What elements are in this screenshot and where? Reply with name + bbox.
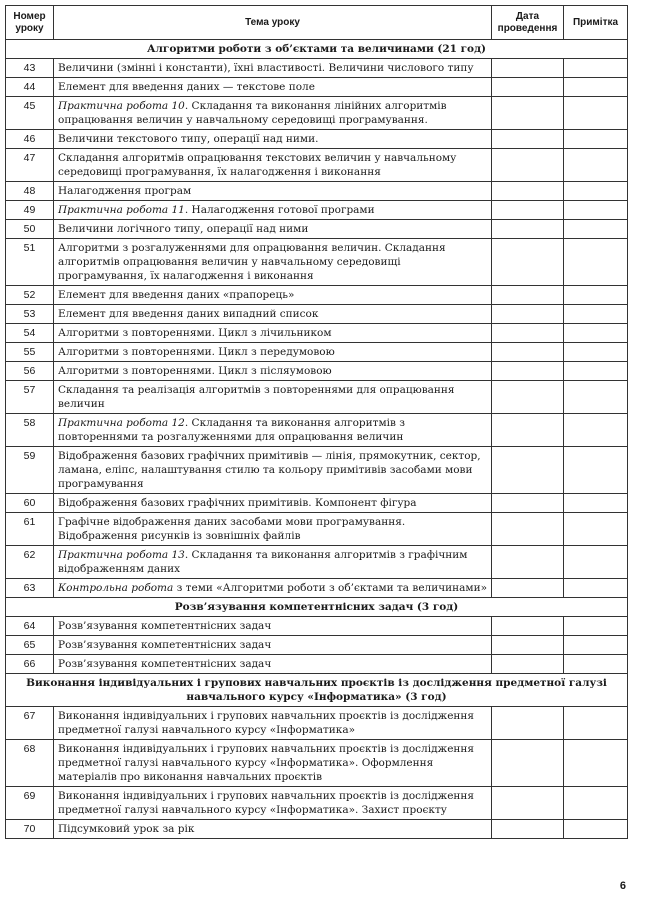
note-cell xyxy=(564,447,628,494)
header-lesson-topic: Тема уроку xyxy=(54,6,492,40)
date-cell xyxy=(492,636,564,655)
lesson-topic-text: Налагодження програм xyxy=(58,185,192,197)
lesson-topic-text: . Складання та виконання алгоритмів з графічним відображенням даних xyxy=(58,549,468,575)
lesson-topic-text: Складання та реалізація алгоритмів з повтореннями для опрацювання величин xyxy=(58,384,455,410)
lesson-number: 48 xyxy=(6,182,54,201)
note-cell xyxy=(564,324,628,343)
table-row xyxy=(6,220,628,239)
note-cell xyxy=(564,362,628,381)
lesson-topic-text: Величини логічного типу, операції над ними xyxy=(58,223,309,235)
date-cell xyxy=(492,655,564,674)
note-cell xyxy=(564,78,628,97)
date-cell xyxy=(492,305,564,324)
lesson-topic-text: Виконання індивідуальних і групових навчальних проєктів із дослідження предметної галузі навчального курсу «Інформатика» xyxy=(58,710,475,736)
table-row xyxy=(6,617,628,636)
date-cell xyxy=(492,182,564,201)
lesson-number: 54 xyxy=(6,324,54,343)
section-title: Розв’язування компетентнісних задач (3 год) xyxy=(6,598,628,617)
date-cell xyxy=(492,97,564,130)
date-cell xyxy=(492,381,564,414)
date-cell xyxy=(492,820,564,839)
note-cell xyxy=(564,707,628,740)
table-body xyxy=(6,40,628,839)
lesson-number: 55 xyxy=(6,343,54,362)
date-cell xyxy=(492,494,564,513)
note-cell xyxy=(564,513,628,546)
date-cell xyxy=(492,546,564,579)
table-row xyxy=(6,78,628,97)
lesson-number: 49 xyxy=(6,201,54,220)
table-row xyxy=(6,820,628,839)
lesson-topic-text: Виконання індивідуальних і групових навчальних проєктів із дослідження предметної галузі навчального курсу «Інформатика». Оформлення матеріалів про виконання навчальних проєктів xyxy=(58,743,475,783)
date-cell xyxy=(492,59,564,78)
table-row xyxy=(6,740,628,787)
table-row xyxy=(6,546,628,579)
note-cell xyxy=(564,820,628,839)
date-cell xyxy=(492,617,564,636)
lesson-number: 68 xyxy=(6,740,54,787)
lesson-topic-text: Виконання індивідуальних і групових навчальних проєктів із дослідження предметної галузі навчального курсу «Інформатика». Захист проєкту xyxy=(58,790,475,816)
lesson-topic xyxy=(54,239,492,286)
lesson-number: 69 xyxy=(6,787,54,820)
lesson-topic xyxy=(54,546,492,579)
lesson-number: 62 xyxy=(6,546,54,579)
lesson-topic xyxy=(54,579,492,598)
note-cell xyxy=(564,239,628,286)
note-cell xyxy=(564,414,628,447)
lesson-number: 64 xyxy=(6,617,54,636)
lesson-topic xyxy=(54,201,492,220)
lesson-topic-text: Величини (змінні і константи), їхні властивості. Величини числового типу xyxy=(58,62,474,74)
section-title: Виконання індивідуальних і групових навчальних проєктів із дослідження предметної галузі навчального курсу «Інформатика» (3 год) xyxy=(6,674,628,707)
lesson-topic-text: Елемент для введення даних — текстове поле xyxy=(58,81,315,93)
lesson-topic xyxy=(54,220,492,239)
note-cell xyxy=(564,97,628,130)
lesson-number: 57 xyxy=(6,381,54,414)
lesson-topic xyxy=(54,149,492,182)
lesson-number: 70 xyxy=(6,820,54,839)
table-row xyxy=(6,787,628,820)
note-cell xyxy=(564,546,628,579)
work-type-label: Практична робота 11 xyxy=(58,204,185,216)
header-date: Дата проведення xyxy=(492,6,564,40)
lesson-number: 56 xyxy=(6,362,54,381)
work-type-label: Практична робота 10 xyxy=(58,100,185,112)
lesson-topic xyxy=(54,820,492,839)
table-row xyxy=(6,130,628,149)
lesson-topic xyxy=(54,97,492,130)
lesson-topic xyxy=(54,130,492,149)
table-row xyxy=(6,149,628,182)
header-lesson-number: Номер уроку xyxy=(6,6,54,40)
lesson-number: 45 xyxy=(6,97,54,130)
table-row xyxy=(6,305,628,324)
table-row xyxy=(6,286,628,305)
table-row xyxy=(6,513,628,546)
note-cell xyxy=(564,579,628,598)
date-cell xyxy=(492,447,564,494)
lesson-topic xyxy=(54,182,492,201)
note-cell xyxy=(564,286,628,305)
note-cell xyxy=(564,201,628,220)
date-cell xyxy=(492,286,564,305)
lesson-topic-text: Розв’язування компетентнісних задач xyxy=(58,658,272,670)
note-cell xyxy=(564,149,628,182)
lesson-number: 46 xyxy=(6,130,54,149)
section-row xyxy=(6,598,628,617)
date-cell xyxy=(492,362,564,381)
lesson-topic-text: з теми «Алгоритми роботи з об’єктами та величинами» xyxy=(173,582,487,594)
lesson-number: 50 xyxy=(6,220,54,239)
date-cell xyxy=(492,579,564,598)
lesson-number: 60 xyxy=(6,494,54,513)
date-cell xyxy=(492,414,564,447)
lesson-topic-text: Розв’язування компетентнісних задач xyxy=(58,620,272,632)
table-row xyxy=(6,182,628,201)
date-cell xyxy=(492,201,564,220)
date-cell xyxy=(492,220,564,239)
lesson-topic-text: Графічне відображення даних засобами мови програмування. Відображення рисунків із зовнішніх файлів xyxy=(58,516,406,542)
lesson-number: 53 xyxy=(6,305,54,324)
lesson-number: 66 xyxy=(6,655,54,674)
lesson-number: 63 xyxy=(6,579,54,598)
work-type-label: Практична робота 12 xyxy=(58,417,185,429)
lesson-number: 51 xyxy=(6,239,54,286)
page-number: 6 xyxy=(619,880,626,892)
lesson-topic xyxy=(54,324,492,343)
table-header-row xyxy=(6,6,628,40)
note-cell xyxy=(564,305,628,324)
lesson-topic xyxy=(54,343,492,362)
work-type-label: Практична робота 13 xyxy=(58,549,185,561)
note-cell xyxy=(564,130,628,149)
table-row xyxy=(6,494,628,513)
date-cell xyxy=(492,130,564,149)
lesson-plan-table xyxy=(5,5,628,839)
lesson-number: 61 xyxy=(6,513,54,546)
table-row xyxy=(6,414,628,447)
section-row xyxy=(6,40,628,59)
lesson-number: 65 xyxy=(6,636,54,655)
lesson-topic xyxy=(54,617,492,636)
section-title: Алгоритми роботи з об’єктами та величинами (21 год) xyxy=(6,40,628,59)
table-row xyxy=(6,381,628,414)
lesson-topic xyxy=(54,655,492,674)
lesson-topic-text: Відображення базових графічних примітивів — лінія, прямокутник, сектор, ламана, еліпс, налаштування стилю та кольору примітивів засобами мови програмування xyxy=(58,450,481,490)
lesson-topic-text: . Складання та виконання алгоритмів з повтореннями та розгалуженнями для опрацювання величин xyxy=(58,417,405,443)
lesson-topic-text: . Налагодження готової програми xyxy=(184,204,375,216)
date-cell xyxy=(492,740,564,787)
date-cell xyxy=(492,787,564,820)
table-row xyxy=(6,97,628,130)
lesson-topic xyxy=(54,636,492,655)
lesson-topic-text: Розв’язування компетентнісних задач xyxy=(58,639,272,651)
lesson-topic xyxy=(54,381,492,414)
note-cell xyxy=(564,220,628,239)
lesson-number: 43 xyxy=(6,59,54,78)
lesson-topic xyxy=(54,286,492,305)
lesson-topic-text: Алгоритми з повтореннями. Цикл з лічильником xyxy=(58,327,332,339)
lesson-topic-text: Величини текстового типу, операції над ними. xyxy=(58,133,319,145)
lesson-topic-text: Відображення базових графічних примітивів. Компонент фігура xyxy=(58,497,417,509)
table-row xyxy=(6,201,628,220)
lesson-topic xyxy=(54,740,492,787)
lesson-topic xyxy=(54,787,492,820)
table-row xyxy=(6,59,628,78)
lesson-topic-text: Складання алгоритмів опрацювання текстових величин у навчальному середовищі програмування, їх налагодження і виконання xyxy=(58,152,457,178)
note-cell xyxy=(564,740,628,787)
lesson-number: 58 xyxy=(6,414,54,447)
lesson-topic-text: Алгоритми з розгалуженнями для опрацювання величин. Складання алгоритмів опрацювання величин у навчальному середовищі програмування, їх налагодження і виконання xyxy=(58,242,446,282)
note-cell xyxy=(564,494,628,513)
lesson-number: 67 xyxy=(6,707,54,740)
lesson-topic-text: . Складання та виконання лінійних алгоритмів опрацювання величин у навчальному середовищі програмування. xyxy=(58,100,447,126)
lesson-topic-text: Елемент для введення даних випадний список xyxy=(58,308,319,320)
note-cell xyxy=(564,617,628,636)
date-cell xyxy=(492,239,564,286)
date-cell xyxy=(492,149,564,182)
section-row xyxy=(6,674,628,707)
lesson-topic-text: Алгоритми з повтореннями. Цикл з післяумовою xyxy=(58,365,332,377)
lesson-topic-text: Алгоритми з повтореннями. Цикл з передумовою xyxy=(58,346,335,358)
lesson-topic xyxy=(54,305,492,324)
header-note: Примітка xyxy=(564,6,628,40)
note-cell xyxy=(564,787,628,820)
table-row xyxy=(6,324,628,343)
note-cell xyxy=(564,182,628,201)
table-row xyxy=(6,579,628,598)
table-row xyxy=(6,707,628,740)
lesson-topic-text: Елемент для введення даних «прапорець» xyxy=(58,289,295,301)
lesson-topic xyxy=(54,362,492,381)
note-cell xyxy=(564,636,628,655)
lesson-topic xyxy=(54,414,492,447)
lesson-number: 44 xyxy=(6,78,54,97)
lesson-topic xyxy=(54,59,492,78)
note-cell xyxy=(564,59,628,78)
lesson-number: 59 xyxy=(6,447,54,494)
note-cell xyxy=(564,655,628,674)
date-cell xyxy=(492,513,564,546)
lesson-topic xyxy=(54,78,492,97)
date-cell xyxy=(492,324,564,343)
note-cell xyxy=(564,343,628,362)
lesson-topic xyxy=(54,707,492,740)
work-type-label: Контрольна робота xyxy=(58,582,174,594)
table-row xyxy=(6,362,628,381)
table-row xyxy=(6,636,628,655)
lesson-number: 47 xyxy=(6,149,54,182)
lesson-topic xyxy=(54,494,492,513)
table-row xyxy=(6,655,628,674)
note-cell xyxy=(564,381,628,414)
table-row xyxy=(6,343,628,362)
lesson-number: 52 xyxy=(6,286,54,305)
date-cell xyxy=(492,78,564,97)
lesson-topic xyxy=(54,447,492,494)
table-row xyxy=(6,239,628,286)
lesson-topic-text: Підсумковий урок за рік xyxy=(58,823,195,835)
date-cell xyxy=(492,343,564,362)
date-cell xyxy=(492,707,564,740)
table-row xyxy=(6,447,628,494)
lesson-topic xyxy=(54,513,492,546)
